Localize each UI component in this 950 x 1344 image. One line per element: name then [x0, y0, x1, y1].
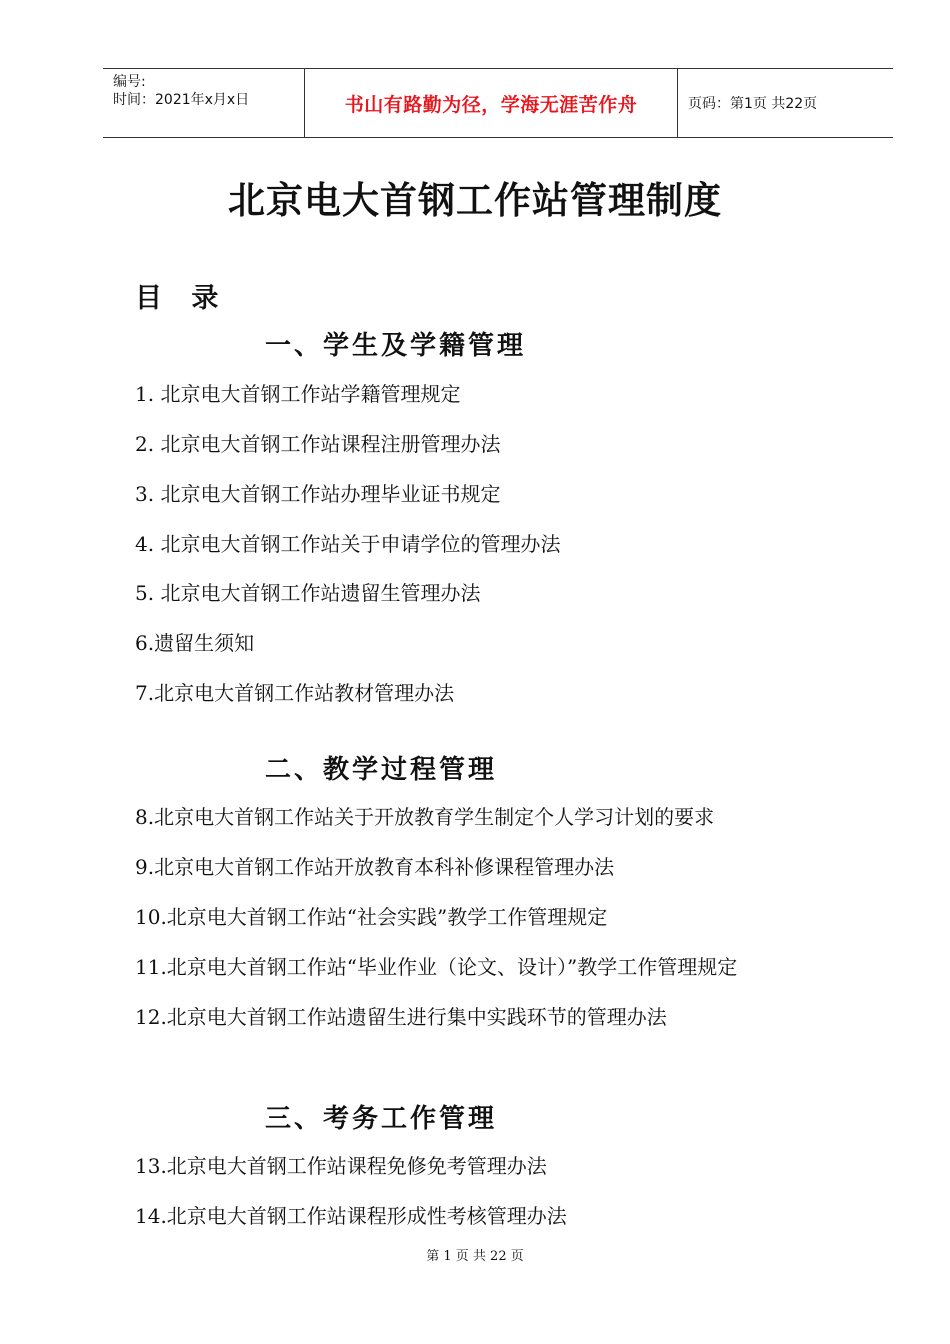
toc-item: 3. 北京电大首钢工作站办理毕业证书规定	[135, 482, 501, 506]
toc-item: 4. 北京电大首钢工作站关于申请学位的管理办法	[135, 532, 561, 556]
toc-item: 14.北京电大首钢工作站课程形成性考核管理办法	[135, 1204, 567, 1228]
toc-item: 12.北京电大首钢工作站遗留生进行集中实践环节的管理办法	[135, 1005, 667, 1029]
header-motto: 书山有路勤为径，学海无涯苦作舟	[344, 93, 638, 116]
section-title-teaching-process: 二、教学过程管理	[265, 755, 498, 785]
toc-item: 8.北京电大首钢工作站关于开放教育学生制定个人学习计划的要求	[135, 805, 715, 829]
document-header	[103, 68, 893, 138]
toc-item: 5. 北京电大首钢工作站遗留生管理办法	[135, 581, 481, 605]
toc-item: 9.北京电大首钢工作站开放教育本科补修课程管理办法	[135, 855, 615, 879]
document-number-label: 编号:	[113, 74, 146, 90]
document-date: 时间：2021年x月x日	[113, 92, 250, 108]
toc-item: 13.北京电大首钢工作站课程免修免考管理办法	[135, 1154, 547, 1178]
header-motto-cell	[304, 69, 678, 137]
toc-heading: 目 录	[135, 283, 229, 314]
document-title: 北京电大首钢工作站管理制度	[228, 179, 722, 222]
toc-item: 11.北京电大首钢工作站“毕业作业（论文、设计）”教学工作管理规定	[135, 955, 738, 979]
header-page-code: 页码：第1页 共22页	[688, 96, 818, 112]
toc-item: 2. 北京电大首钢工作站课程注册管理办法	[135, 432, 501, 456]
page-footer: 第 1 页 共 22 页	[426, 1249, 524, 1264]
toc-item: 1. 北京电大首钢工作站学籍管理规定	[135, 382, 461, 406]
toc-item: 6.遗留生须知	[135, 631, 255, 655]
toc-item: 7.北京电大首钢工作站教材管理办法	[135, 681, 455, 705]
header-meta	[103, 69, 304, 137]
section-title-student-records: 一、学生及学籍管理	[265, 331, 527, 361]
toc-item: 10.北京电大首钢工作站“社会实践”教学工作管理规定	[135, 905, 608, 929]
section-title-exam-affairs: 三、考务工作管理	[265, 1104, 498, 1134]
